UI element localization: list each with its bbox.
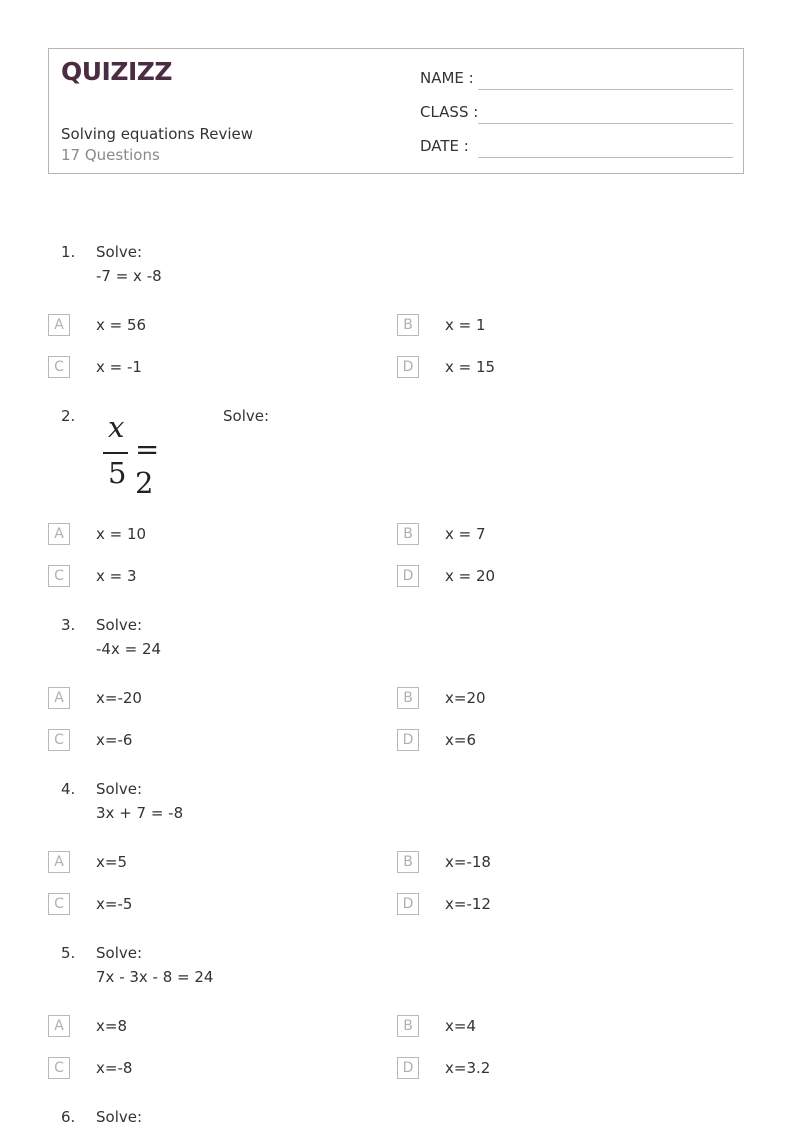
fraction-formula bbox=[103, 410, 183, 500]
option-box-b[interactable]: B bbox=[397, 687, 419, 709]
option-text-a: x=8 bbox=[96, 1017, 127, 1035]
question-number: 2. bbox=[61, 407, 76, 425]
option-box-c[interactable]: C bbox=[48, 356, 70, 378]
option-text-c: x=-6 bbox=[96, 731, 133, 749]
option-text-a: x = 10 bbox=[96, 525, 147, 543]
option-box-d[interactable]: D bbox=[397, 729, 419, 751]
date-label: DATE : bbox=[420, 137, 469, 155]
question-equation: 7x - 3x - 8 = 24 bbox=[96, 968, 214, 986]
option-text-b: x=4 bbox=[445, 1017, 476, 1035]
option-text-d: x=6 bbox=[445, 731, 476, 749]
question-text: Solve: bbox=[96, 780, 143, 798]
question-text: Solve: bbox=[96, 616, 143, 634]
option-box-d[interactable]: D bbox=[397, 356, 419, 378]
fraction-numerator: x bbox=[108, 410, 125, 444]
option-box-c[interactable]: C bbox=[48, 565, 70, 587]
question-number: 6. bbox=[61, 1108, 76, 1126]
option-text-d: x = 20 bbox=[445, 567, 496, 585]
option-text-b: x=20 bbox=[445, 689, 486, 707]
option-box-b[interactable]: B bbox=[397, 314, 419, 336]
option-box-c[interactable]: C bbox=[48, 729, 70, 751]
option-text-d: x=3.2 bbox=[445, 1059, 491, 1077]
option-box-b[interactable]: B bbox=[397, 523, 419, 545]
option-box-b[interactable]: B bbox=[397, 1015, 419, 1037]
question-number: 1. bbox=[61, 243, 76, 261]
option-box-d[interactable]: D bbox=[397, 893, 419, 915]
option-box-c[interactable]: C bbox=[48, 1057, 70, 1079]
quizizz-logo: QUIZIZZ bbox=[61, 57, 173, 86]
option-box-a[interactable]: A bbox=[48, 314, 70, 336]
option-text-c: x=-8 bbox=[96, 1059, 133, 1077]
option-text-a: x=-20 bbox=[96, 689, 142, 707]
option-box-a[interactable]: A bbox=[48, 851, 70, 873]
option-box-a[interactable]: A bbox=[48, 687, 70, 709]
option-text-a: x = 56 bbox=[96, 316, 147, 334]
option-box-a[interactable]: A bbox=[48, 1015, 70, 1037]
option-text-d: x=-12 bbox=[445, 895, 491, 913]
question-text: Solve: bbox=[223, 407, 270, 425]
option-text-b: x = 1 bbox=[445, 316, 486, 334]
option-box-b[interactable]: B bbox=[397, 851, 419, 873]
class-label: CLASS : bbox=[420, 103, 479, 121]
fraction-bar bbox=[103, 452, 128, 454]
name-line[interactable] bbox=[478, 89, 733, 90]
worksheet-header bbox=[48, 48, 744, 174]
option-box-d[interactable]: D bbox=[397, 1057, 419, 1079]
option-text-b: x = 7 bbox=[445, 525, 486, 543]
class-line[interactable] bbox=[478, 123, 733, 124]
question-equation: -4x = 24 bbox=[96, 640, 162, 658]
option-text-c: x=-5 bbox=[96, 895, 133, 913]
question-text: Solve: bbox=[96, 243, 143, 261]
option-box-d[interactable]: D bbox=[397, 565, 419, 587]
question-equation: 3x + 7 = -8 bbox=[96, 804, 184, 822]
fraction-rhs: = 2 bbox=[135, 432, 160, 500]
worksheet-title: Solving equations Review bbox=[61, 125, 253, 143]
name-label: NAME : bbox=[420, 69, 474, 87]
option-text-b: x=-18 bbox=[445, 853, 491, 871]
question-equation: -7 = x -8 bbox=[96, 267, 162, 285]
option-box-c[interactable]: C bbox=[48, 893, 70, 915]
question-count: 17 Questions bbox=[61, 146, 160, 164]
option-box-a[interactable]: A bbox=[48, 523, 70, 545]
option-text-a: x=5 bbox=[96, 853, 127, 871]
fraction-denominator: 5 bbox=[108, 456, 127, 490]
question-number: 4. bbox=[61, 780, 76, 798]
question-number: 5. bbox=[61, 944, 76, 962]
question-text: Solve: bbox=[96, 1108, 143, 1126]
date-line[interactable] bbox=[478, 157, 733, 158]
question-number: 3. bbox=[61, 616, 76, 634]
question-text: Solve: bbox=[96, 944, 143, 962]
option-text-d: x = 15 bbox=[445, 358, 496, 376]
option-text-c: x = 3 bbox=[96, 567, 137, 585]
option-text-c: x = -1 bbox=[96, 358, 142, 376]
